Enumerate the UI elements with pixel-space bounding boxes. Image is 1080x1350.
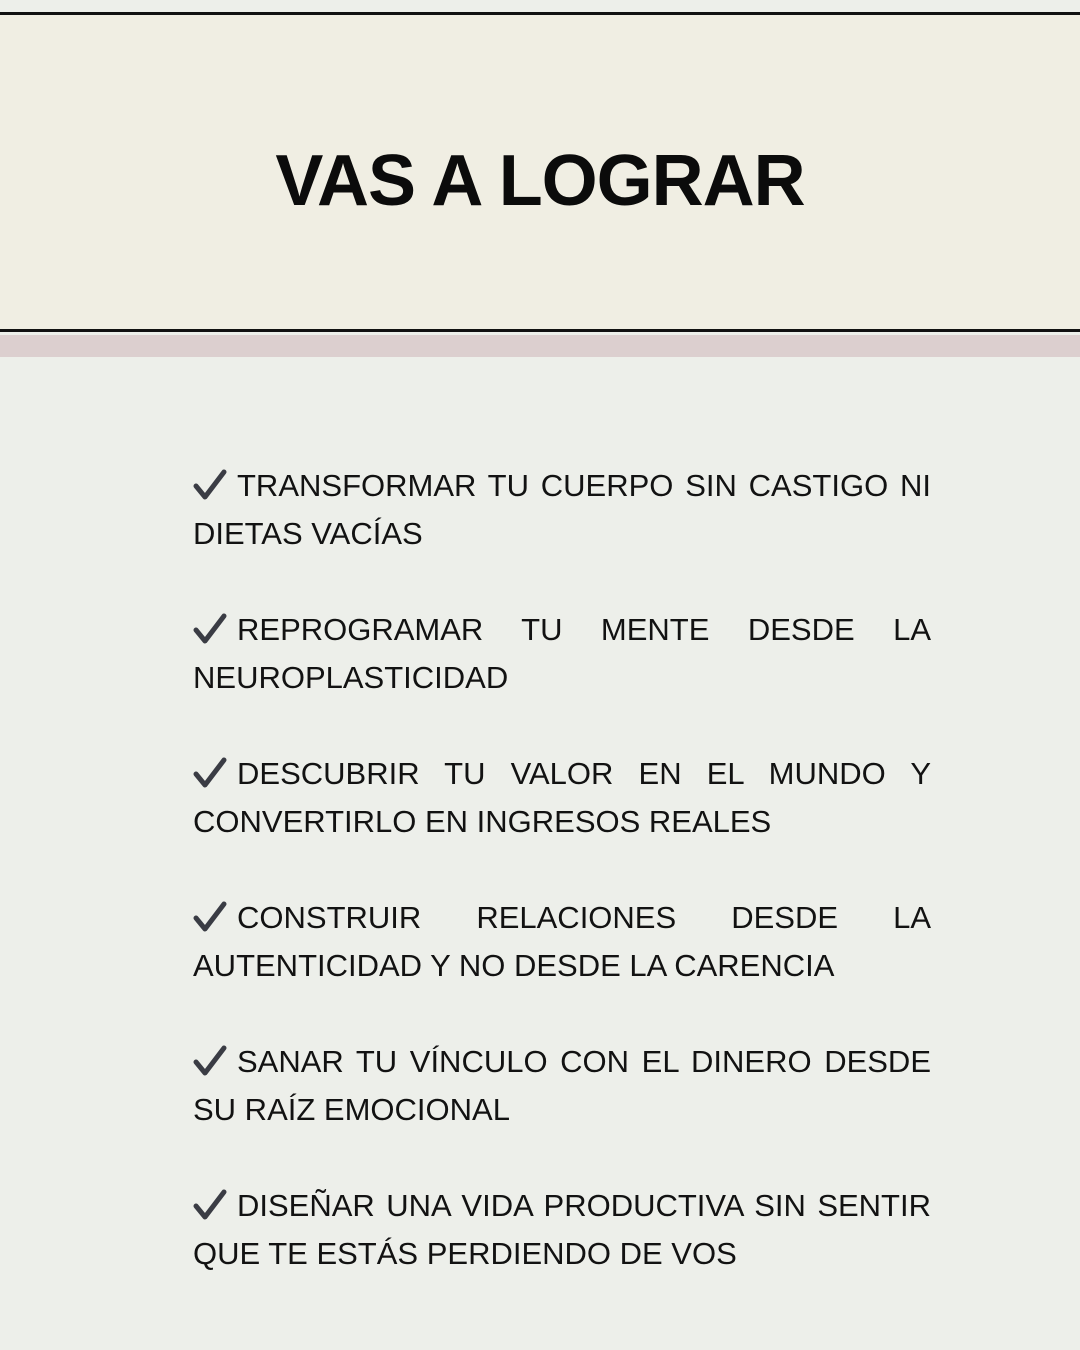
list-item bbox=[193, 894, 931, 990]
list-item-text: CONSTRUIR RELACIONES DESDE LA AUTENTICIDAD Y NO DESDE LA CARENCIA bbox=[193, 900, 931, 983]
list-item bbox=[193, 606, 931, 702]
list-item-text: DESCUBRIR TU VALOR EN EL MUNDO Y CONVERTIRLO EN INGRESOS REALES bbox=[193, 756, 931, 839]
list-item-text: REPROGRAMAR TU MENTE DESDE LA NEUROPLASTICIDAD bbox=[193, 612, 931, 695]
list-item bbox=[193, 462, 931, 558]
list-item-text: TRANSFORMAR TU CUERPO SIN CASTIGO NI DIETAS VACÍAS bbox=[193, 468, 931, 551]
benefits-list bbox=[193, 462, 931, 1326]
list-item bbox=[193, 1038, 931, 1134]
accent-band bbox=[0, 335, 1080, 357]
list-item bbox=[193, 1182, 931, 1278]
checkmark-icon bbox=[193, 1045, 227, 1077]
checkmark-icon bbox=[193, 469, 227, 501]
list-item-text: SANAR TU VÍNCULO CON EL DINERO DESDE SU RAÍZ EMOCIONAL bbox=[193, 1044, 931, 1127]
list-item-text: DISEÑAR UNA VIDA PRODUCTIVA SIN SENTIR QUE TE ESTÁS PERDIENDO DE VOS bbox=[193, 1188, 931, 1271]
checkmark-icon bbox=[193, 1189, 227, 1221]
checkmark-icon bbox=[193, 613, 227, 645]
checkmark-icon bbox=[193, 757, 227, 789]
list-item bbox=[193, 750, 931, 846]
checkmark-icon bbox=[193, 901, 227, 933]
page-title: VAS A LOGRAR bbox=[275, 141, 805, 221]
